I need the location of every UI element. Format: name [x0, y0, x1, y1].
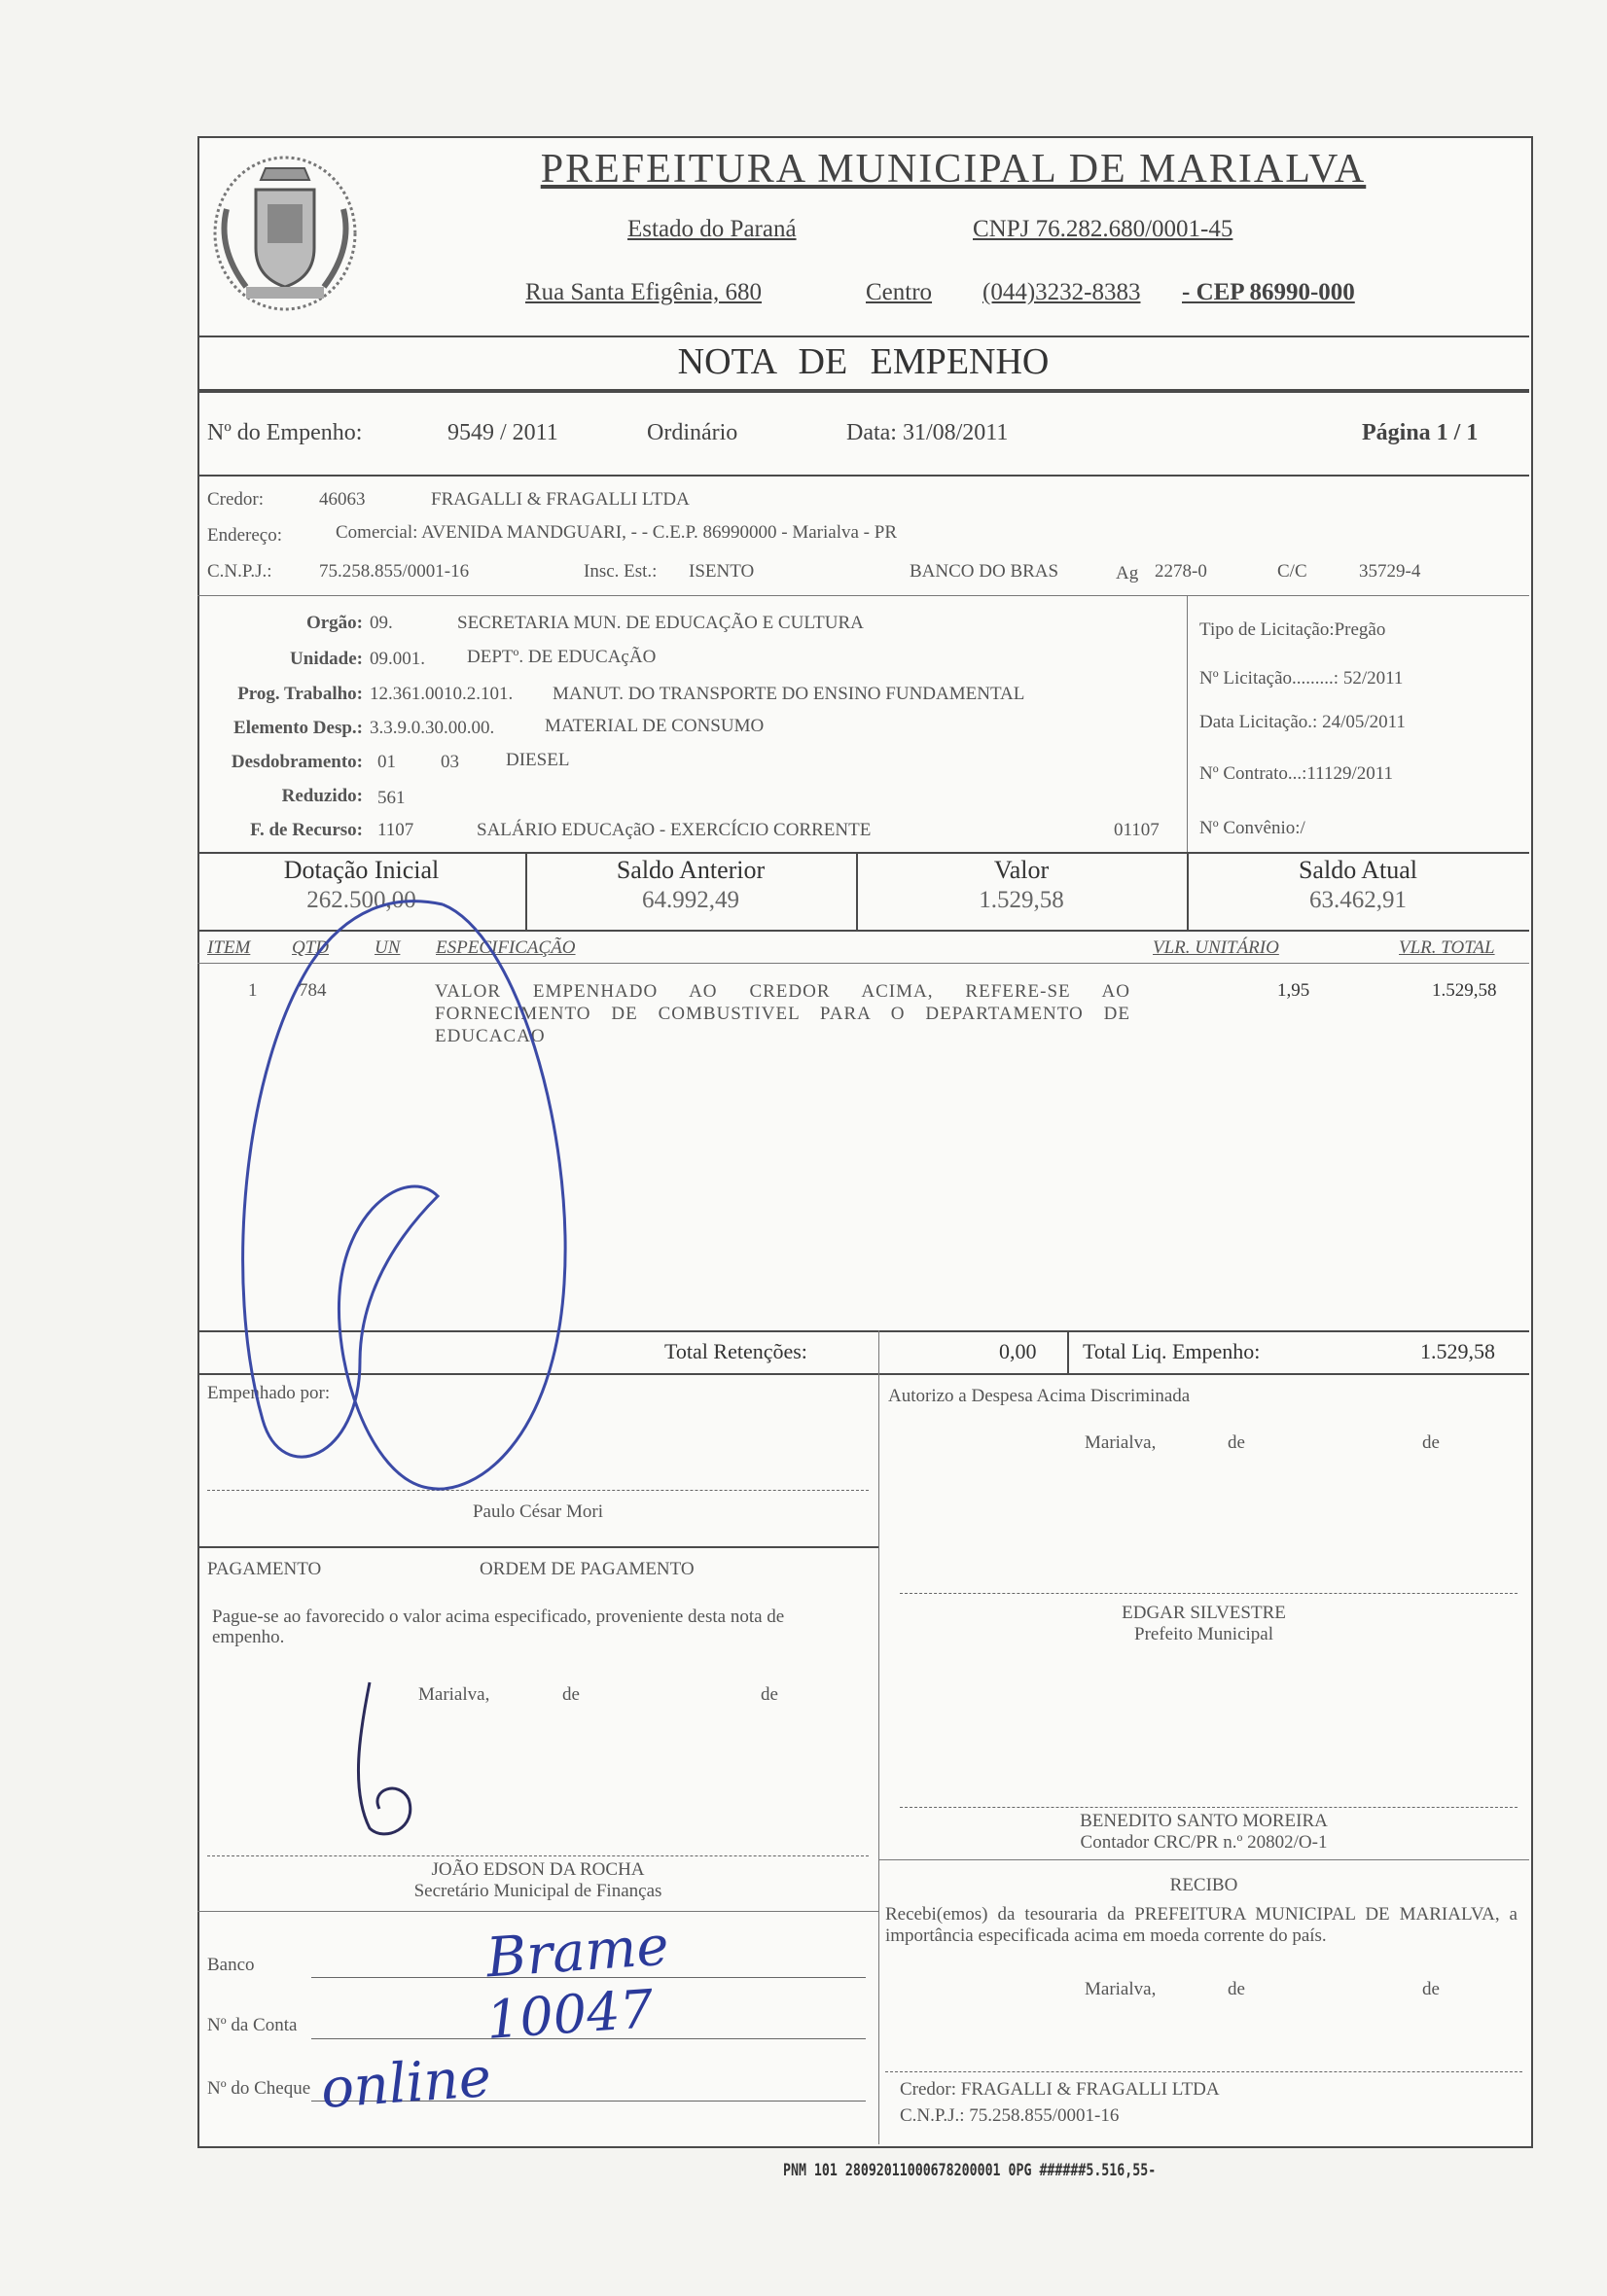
rec-label: F. de Recurso:	[250, 820, 363, 840]
liq-label: Total Liq. Empenho:	[1083, 1339, 1261, 1363]
col-item: ITEM	[207, 937, 251, 958]
recibo-text: Recebi(emos) da tesouraria da PREFEITURA MUNICIPAL DE MARIALVA, a importância especificada acima em moeda corrente do país.	[885, 1904, 1518, 1946]
signature-initials	[331, 1673, 438, 1848]
cnpj-value: 75.258.855/0001-16	[319, 561, 470, 582]
lic-tipo: Tipo de Licitação:Pregão	[1199, 619, 1386, 640]
prog-code: 12.361.0010.2.101.	[370, 684, 514, 704]
de-left-1: de	[562, 1684, 580, 1705]
empenho-number: 9549 / 2011	[447, 420, 558, 445]
elem-desc: MATERIAL DE CONSUMO	[545, 716, 765, 736]
marialva-left: Marialva,	[418, 1684, 490, 1705]
lic-data: Data Licitação.: 24/05/2011	[1199, 712, 1406, 732]
valor-value: 1.529,58	[979, 887, 1064, 913]
empenho-label: Nº do Empenho:	[207, 420, 363, 445]
liq-value: 1.529,58	[1420, 1339, 1495, 1363]
endereco-label: Endereço:	[207, 525, 283, 546]
cheque-label: Nº do Cheque	[207, 2078, 311, 2099]
desd-desc: DIESEL	[506, 750, 570, 770]
elem-code: 3.3.9.0.30.00.00.	[370, 718, 495, 738]
credor-code: 46063	[319, 489, 366, 510]
ret-label: Total Retenções:	[664, 1339, 807, 1363]
valor-label: Valor	[993, 856, 1050, 884]
cnpj-label: C.N.P.J.:	[207, 561, 272, 582]
cc-label: C/C	[1277, 561, 1307, 582]
col-spec: ESPECIFICAÇÃO	[436, 937, 576, 958]
empenho-type: Ordinário	[647, 420, 738, 445]
handwritten-banco: Brame	[483, 1914, 671, 1991]
col-total: VLR. TOTAL	[1399, 937, 1495, 958]
recibo-credor: Credor: FRAGALLI & FRAGALLI LTDA	[900, 2079, 1220, 2100]
empenho-page: Página 1 / 1	[1362, 420, 1479, 445]
ret-value: 0,00	[999, 1339, 1037, 1363]
dotacao-label: Dotação Inicial	[283, 856, 440, 884]
row-qtd: 784	[299, 980, 327, 1001]
pagamento-label: PAGAMENTO	[207, 1559, 322, 1579]
col-un: UN	[375, 937, 401, 958]
lic-numero: Nº Licitação.........: 52/2011	[1199, 668, 1404, 689]
signer-benedito: BENEDITO SANTO MOREIRA	[1080, 1811, 1328, 1831]
header-title: PREFEITURA MUNICIPAL DE MARIALVA	[540, 147, 1367, 192]
de-left-2: de	[761, 1684, 778, 1705]
header-state: Estado do Paraná	[627, 216, 797, 242]
prog-label: Prog. Trabalho:	[237, 684, 363, 704]
de-recibo-1: de	[1228, 1979, 1245, 1999]
lic-contrato: Nº Contrato...:11129/2011	[1199, 763, 1394, 784]
marialva-recibo: Marialva,	[1085, 1979, 1157, 1999]
doc-title: NOTA DE EMPENHO	[677, 341, 1050, 382]
rec-code: 1107	[377, 820, 414, 840]
insc-value: ISENTO	[689, 561, 755, 582]
footer-code: PNM 101 28092011000678200001 0PG ######5.516,55-	[783, 2161, 1157, 2180]
credor-label: Credor:	[207, 489, 265, 510]
ag-label: Ag	[1116, 563, 1139, 583]
insc-label: Insc. Est.:	[584, 561, 658, 582]
lic-convenio: Nº Convênio:/	[1199, 818, 1305, 838]
signer-edgar: EDGAR SILVESTRE	[1122, 1603, 1286, 1623]
de-right-1: de	[1228, 1432, 1245, 1453]
header-phone: (044)3232-8383	[982, 279, 1141, 305]
orgao-code: 09.	[370, 613, 393, 633]
empenhado-label: Empenhado por:	[207, 1383, 331, 1403]
orgao-desc: SECRETARIA MUN. DE EDUCAÇÃO E CULTURA	[457, 613, 864, 633]
rec-desc: SALÁRIO EDUCAçãO - EXERCÍCIO CORRENTE	[477, 820, 872, 840]
saldo-ant-value: 64.992,49	[642, 887, 739, 913]
unidade-code: 09.001.	[370, 649, 425, 669]
signer-joao-role: Secretário Municipal de Finanças	[413, 1881, 662, 1901]
signer-edgar-role: Prefeito Municipal	[1134, 1624, 1273, 1644]
unidade-desc: DEPTº. DE EDUCAçÃO	[467, 647, 657, 667]
autorizo-label: Autorizo a Despesa Acima Discriminada	[888, 1386, 1191, 1406]
ordem-label: ORDEM DE PAGAMENTO	[480, 1559, 695, 1579]
signature-loop	[204, 875, 593, 1537]
de-recibo-2: de	[1422, 1979, 1440, 1999]
header-cep: - CEP 86990-000	[1182, 279, 1355, 305]
pague-text: Pague-se ao favorecido o valor acima especificado, proveniente desta nota de empenho.	[212, 1607, 785, 1647]
header-address: Rua Santa Efigênia, 680	[525, 279, 762, 305]
row-item: 1	[248, 980, 258, 1001]
col-qtd: QTD	[292, 937, 330, 958]
handwritten-conta: 10047	[484, 1978, 656, 2051]
saldo-atual-value: 63.462,91	[1309, 887, 1407, 913]
red-label: Reduzido:	[281, 786, 363, 806]
marialva-right: Marialva,	[1085, 1432, 1157, 1453]
row-total: 1.529,58	[1432, 980, 1497, 1001]
cc-value: 35729-4	[1359, 561, 1421, 582]
de-right-2: de	[1422, 1432, 1440, 1453]
credor-name: FRAGALLI & FRAGALLI LTDA	[431, 489, 690, 510]
desd-b: 03	[441, 752, 459, 772]
row-unit: 1,95	[1277, 980, 1310, 1001]
saldo-atual-label: Saldo Atual	[1298, 856, 1418, 884]
signer-paulo: Paulo César Mori	[472, 1501, 604, 1522]
desd-label: Desdobramento:	[231, 752, 363, 772]
recibo-cnpj: C.N.P.J.: 75.258.855/0001-16	[900, 2105, 1120, 2126]
signer-benedito-role: Contador CRC/PR n.º 20802/O-1	[1080, 1832, 1328, 1853]
header-cnpj: CNPJ 76.282.680/0001-45	[973, 216, 1233, 242]
recibo-title: RECIBO	[1169, 1875, 1238, 1895]
handwritten-cheque: online	[318, 2045, 493, 2122]
empenho-date: Data: 31/08/2011	[846, 420, 1009, 445]
endereco-value: Comercial: AVENIDA MANDGUARI, - - C.E.P. 86990000 - Marialva - PR	[336, 522, 897, 543]
unidade-label: Unidade:	[290, 649, 363, 669]
col-unit: VLR. UNITÁRIO	[1153, 937, 1279, 958]
ag-value: 2278-0	[1155, 561, 1207, 582]
conta-label: Nº da Conta	[207, 2015, 298, 2035]
orgao-label: Orgão:	[305, 613, 363, 633]
row-spec: VALOR EMPENHADO AO CREDOR ACIMA, REFERE-SE AO FORNECIMENTO DE COMBUSTIVEL PARA O DEPARTAMENTO DE EDUCACAO	[435, 981, 1130, 1046]
rec-num: 01107	[1114, 820, 1160, 840]
banco-label: Banco	[207, 1955, 255, 1975]
red-value: 561	[377, 788, 406, 808]
dotacao-value: 262.500,00	[306, 887, 416, 913]
banco-name: BANCO DO BRAS	[910, 561, 1059, 582]
header-district: Centro	[866, 279, 933, 305]
saldo-ant-label: Saldo Anterior	[616, 856, 766, 884]
desd-a: 01	[377, 752, 396, 772]
coat-of-arms-logo	[207, 151, 363, 321]
signer-joao: JOÃO EDSON DA ROCHA	[431, 1859, 645, 1880]
prog-desc: MANUT. DO TRANSPORTE DO ENSINO FUNDAMENTAL	[553, 684, 1025, 704]
elem-label: Elemento Desp.:	[233, 718, 363, 738]
